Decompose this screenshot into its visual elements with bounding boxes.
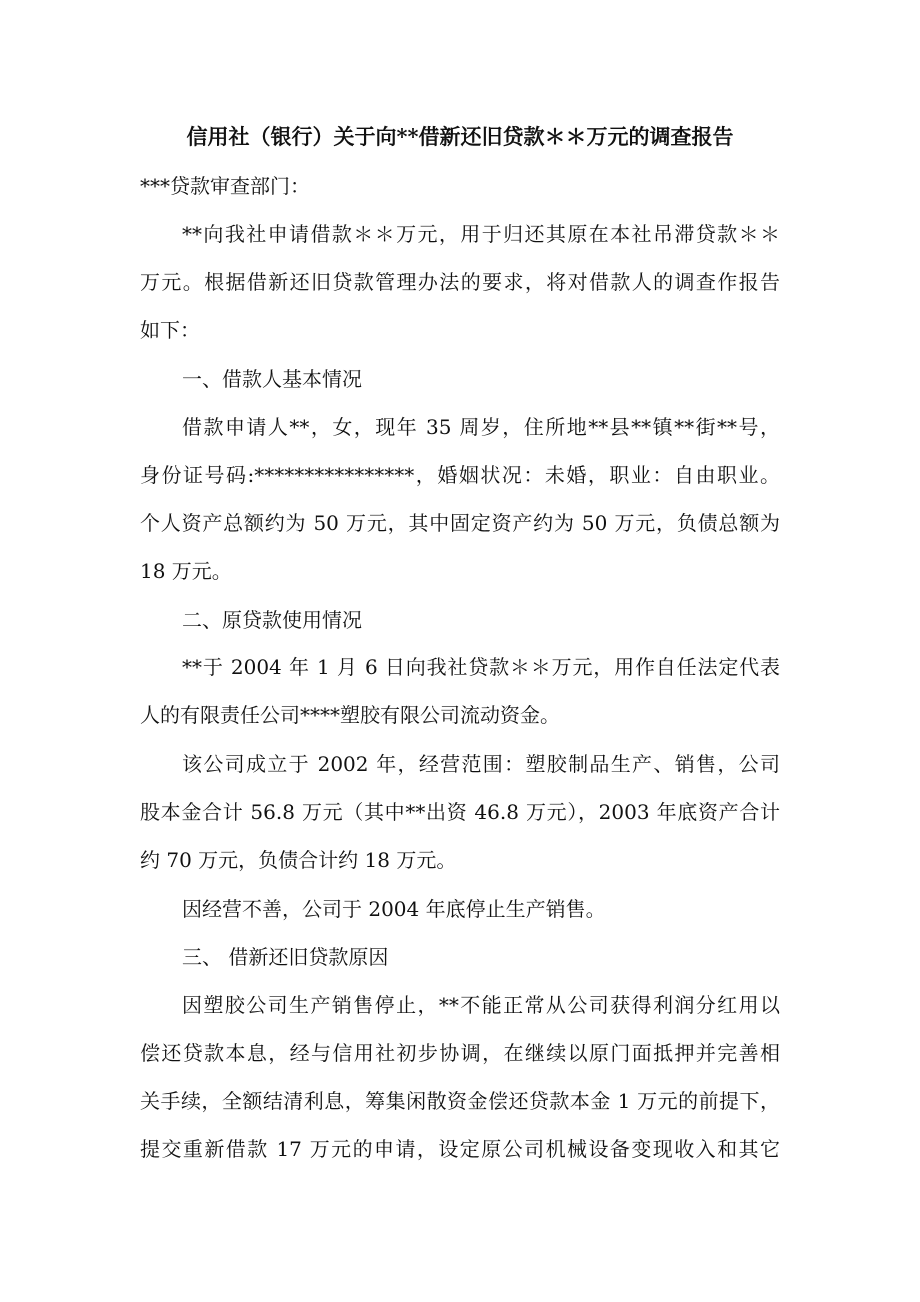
section-1-line-2: 身份证号码:****************，婚姻状况：未婚，职业：自由职业。: [140, 463, 780, 487]
section-2-para-1-line-2: 人的有限责任公司****塑胶有限公司流动资金。: [140, 703, 560, 727]
section-3-line-3: 关手续，全额结清利息，筹集闲散资金偿还贷款本金 1 万元的前提下，: [140, 1089, 780, 1113]
document-title: 信用社（银行）关于向**借新还旧贷款＊＊万元的调查报告: [186, 124, 734, 149]
salutation: ***贷款审查部门：: [140, 174, 310, 198]
section-1-line-3: 个人资产总额约为 50 万元，其中固定资产约为 50 万元，负债总额为: [140, 511, 780, 535]
intro-line-1: **向我社申请借款＊＊万元，用于归还其原在本社吊滞贷款＊＊: [182, 222, 780, 246]
section-2-para-2-line-3: 约 70 万元，负债合计约 18 万元。: [140, 848, 457, 872]
section-3-line-1: 因塑胶公司生产销售停止，**不能正常从公司获得利润分红用以: [182, 993, 780, 1017]
section-3-heading: 三、 借新还旧贷款原因: [182, 945, 389, 969]
section-3-line-4: 提交重新借款 17 万元的申请，设定原公司机械设备变现收入和其它: [140, 1137, 780, 1161]
section-1-line-4: 18 万元。: [140, 559, 232, 583]
section-3-line-2: 偿还贷款本息，经与信用社初步协调，在继续以原门面抵押并完善相: [140, 1041, 780, 1065]
intro-line-2: 万元。根据借新还旧贷款管理办法的要求，将对借款人的调查作报告: [140, 270, 780, 294]
section-2-heading: 二、原贷款使用情况: [182, 608, 362, 632]
section-1-heading: 一、借款人基本情况: [182, 367, 362, 391]
section-1-line-1: 借款申请人**，女，现年 35 周岁，住所地**县**镇**街**号，: [182, 415, 780, 439]
section-2-para-3-line-1: 因经营不善，公司于 2004 年底停止生产销售。: [182, 897, 606, 921]
intro-line-3: 如下：: [140, 318, 200, 342]
section-2-para-2-line-2: 股本金合计 56.8 万元（其中**出资 46.8 万元），2003 年底资产合计: [140, 800, 780, 824]
section-2-para-2-line-1: 该公司成立于 2002 年，经营范围：塑胶制品生产、销售，公司: [182, 752, 780, 776]
section-2-para-1-line-1: **于 2004 年 1 月 6 日向我社贷款＊＊万元，用作自任法定代表: [182, 655, 780, 679]
